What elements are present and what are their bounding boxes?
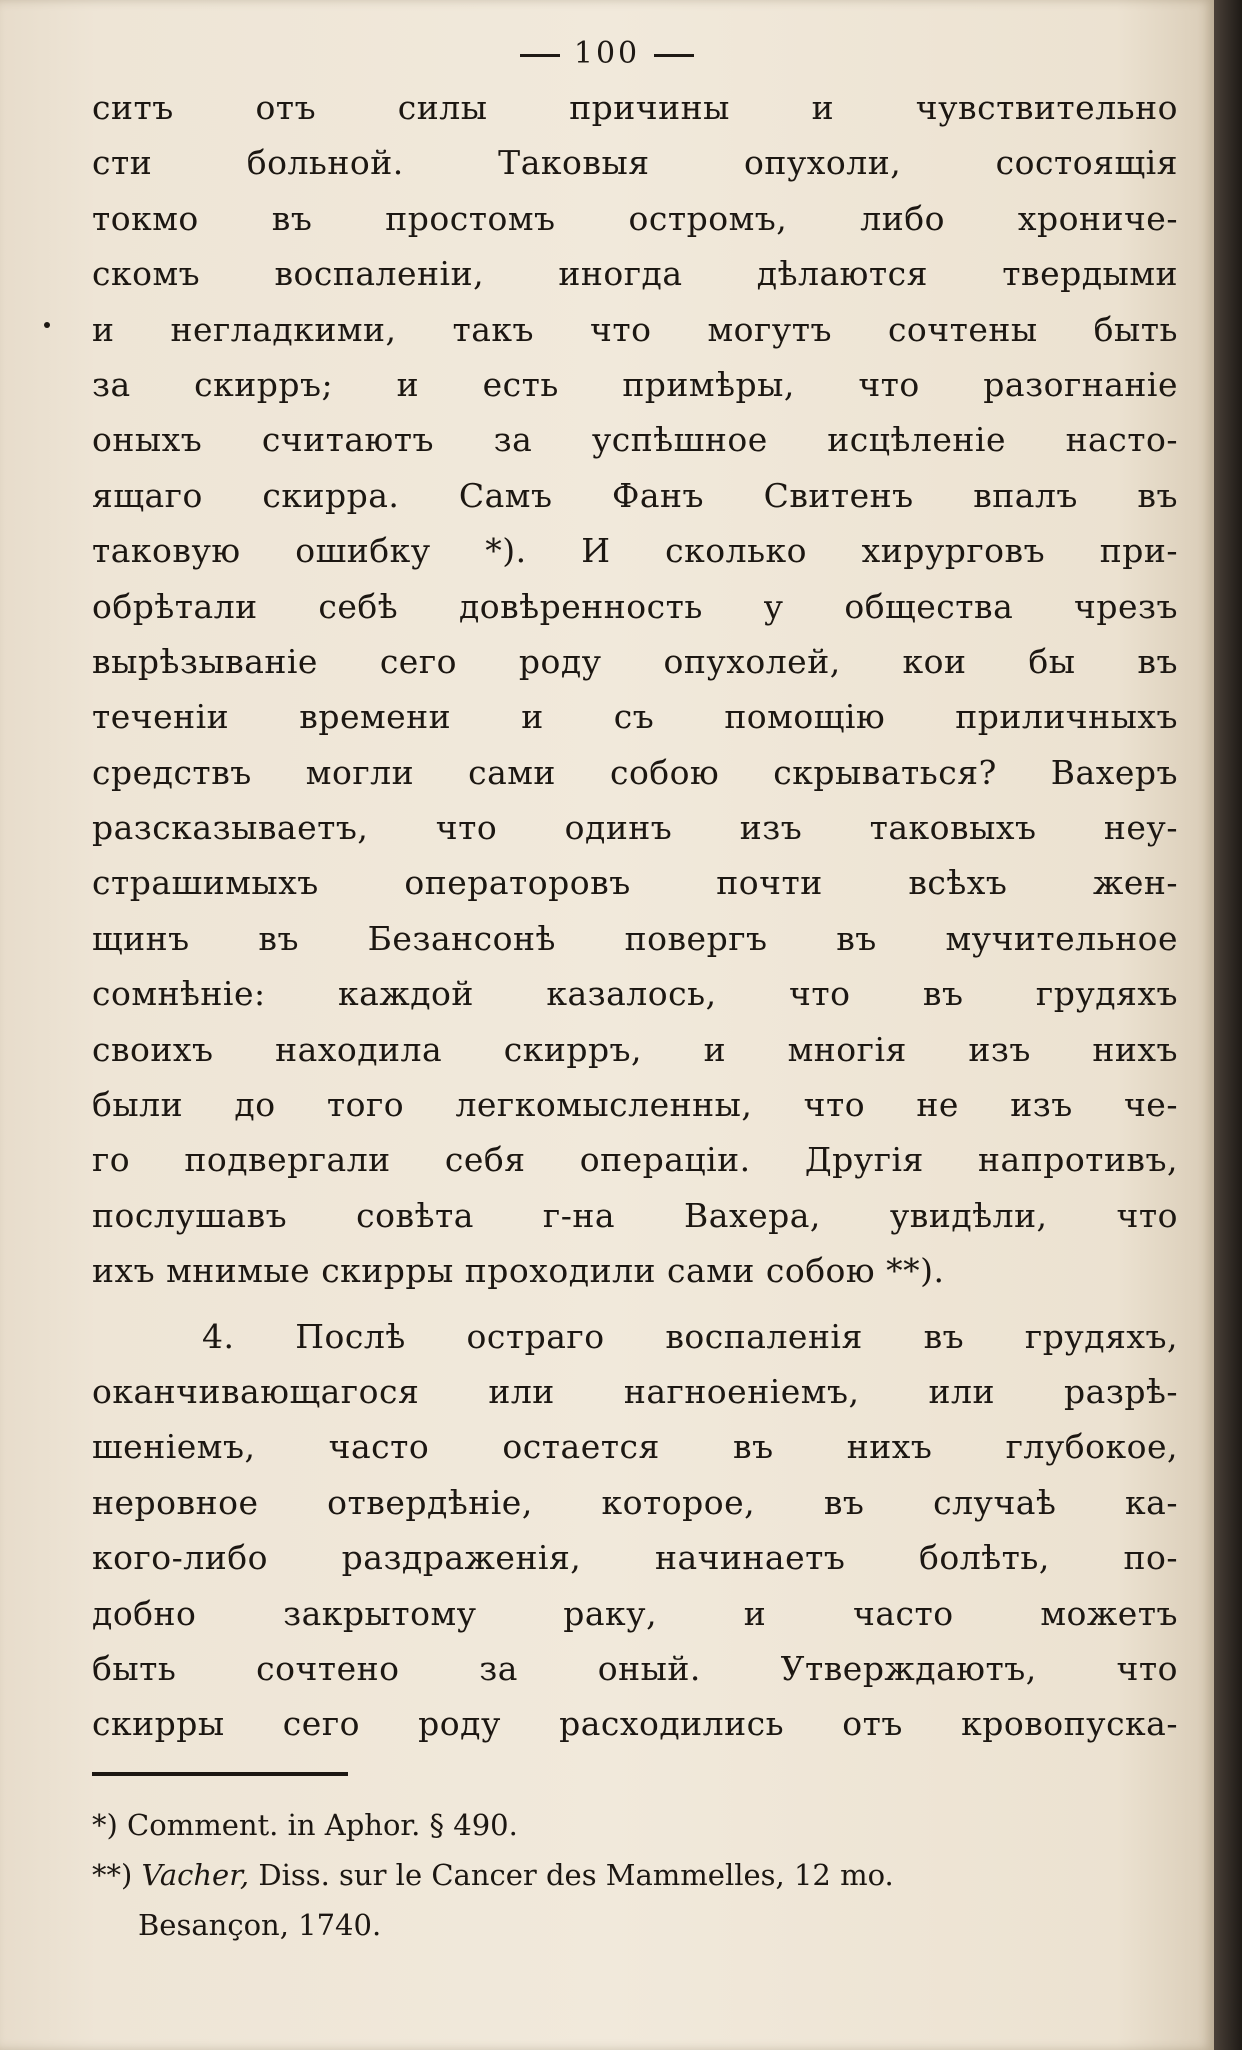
footnote-author: Vacher, [141, 1858, 250, 1892]
footnote-rule [92, 1772, 348, 1776]
text-line: неровное отвердѣніе, которое, въ случаѣ ка- [92, 1482, 1178, 1522]
text-line: шеніемъ, часто остается въ нихъ глубокое, [92, 1427, 1178, 1467]
text-line: быть сочтено за оный. Утверждаютъ, что [92, 1648, 1178, 1688]
page-edge [1214, 0, 1242, 2050]
paragraph-start-line: 4. Послѣ остраго воспаленія въ грудяхъ, [202, 1316, 1178, 1356]
text-line: и негладкими, такъ что могутъ сочтены быть [92, 309, 1178, 349]
running-head [0, 36, 1214, 71]
text-line: ихъ мнимые скирры проходили сами собою **). [92, 1251, 945, 1291]
text-line: щинъ въ Безансонѣ повергъ въ мучительное [92, 918, 1178, 958]
text-line: страшимыхъ операторовъ почти всѣхъ жен- [92, 863, 1178, 903]
text-line: добно закрытому раку, и часто можетъ [92, 1593, 1178, 1633]
text-line: оканчивающагося или нагноеніемъ, или разрѣ- [92, 1371, 1178, 1411]
text-line: послушавъ совѣта г-на Вахера, увидѣли, что [92, 1195, 1178, 1235]
footnotes [92, 1800, 1192, 1950]
text-line: ящаго скирра. Самъ Фанъ Свитенъ впалъ въ [92, 475, 1178, 515]
text-line: были до того легкомысленны, что не изъ че- [92, 1085, 1178, 1125]
text-line: теченіи времени и съ помощію приличныхъ [92, 697, 1178, 737]
text-line: ситъ отъ силы причины и чувствительно [92, 88, 1178, 127]
text-line: средствъ могли сами собою скрываться? Вахеръ [92, 752, 1178, 792]
footnote-marker: *) [92, 1808, 118, 1842]
text-line: своихъ находила скирръ, и многія изъ нихъ [92, 1029, 1178, 1069]
text-line: вырѣзываніе сего роду опухолей, кои бы въ [92, 641, 1178, 681]
footnote-1 [92, 1800, 1192, 1850]
margin-mark [44, 322, 50, 328]
text-line: за скирръ; и есть примѣры, что разогнаніе [92, 364, 1178, 404]
footnote-2-continuation [92, 1900, 1192, 1950]
text-line: разсказываетъ, что одинъ изъ таковыхъ неу- [92, 808, 1178, 848]
text-line: сти больной. Таковыя опухоли, состоящія [92, 143, 1178, 183]
body-text [92, 80, 1178, 1752]
text-line: скирры сего роду расходились отъ кровопуска- [92, 1704, 1178, 1744]
footnote-marker: **) [92, 1858, 133, 1892]
footnote-text: Besançon, 1740. [138, 1908, 382, 1942]
text-line: обрѣтали себѣ довѣренность у общества чрезъ [92, 586, 1178, 626]
left-dash [520, 54, 560, 57]
text-line: кого-либо раздраженія, начинаетъ болѣть, по- [92, 1538, 1178, 1578]
text-line: сомнѣніе: каждой казалось, что въ грудяхъ [92, 974, 1178, 1014]
page-number: 100 [573, 36, 641, 71]
text-line: таковую ошибку *). И сколько хирурговъ при- [92, 531, 1178, 571]
text-line: токмо въ простомъ остромъ, либо хрониче- [92, 198, 1178, 238]
footnote-text: Diss. sur le Cancer des Mammelles, 12 mo. [258, 1858, 894, 1892]
text-line: го подвергали себя операціи. Другія напротивъ, [92, 1140, 1178, 1180]
footnote-text: Comment. in Aphor. § 490. [127, 1808, 518, 1842]
footnote-2 [92, 1850, 1192, 1900]
text-line: оныхъ считаютъ за успѣшное исцѣленіе насто- [92, 420, 1178, 460]
right-dash [654, 54, 694, 57]
text-line: скомъ воспаленіи, иногда дѣлаются твердыми [92, 254, 1178, 294]
